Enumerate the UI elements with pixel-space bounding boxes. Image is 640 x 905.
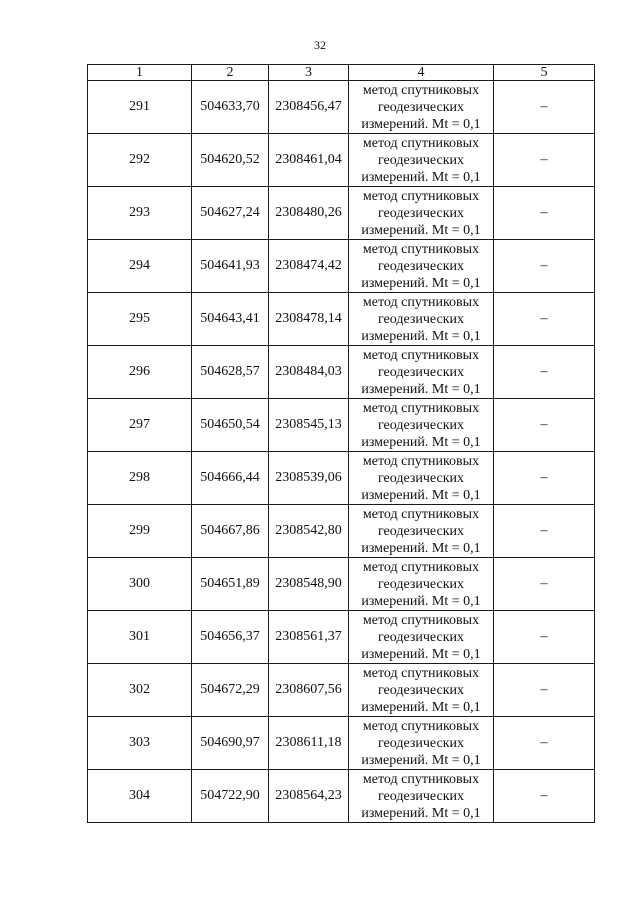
note-cell: – (494, 611, 595, 664)
column-header-3: 3 (269, 65, 349, 81)
table-row (88, 187, 595, 240)
y-coordinate-cell: 2308480,26 (269, 187, 349, 240)
method-text-line: измерений. Mt = 0,1 (361, 805, 481, 821)
note-cell: – (494, 717, 595, 770)
x-coordinate-cell: 504628,57 (192, 346, 269, 399)
method-text-line: метод спутниковых (362, 82, 480, 98)
method-cell (349, 346, 494, 399)
method-text-line: геодезических (377, 417, 464, 433)
point-number-cell: 296 (88, 346, 192, 399)
method-text-line: геодезических (377, 523, 464, 539)
method-text-line: геодезических (377, 470, 464, 486)
x-coordinate-cell: 504722,90 (192, 770, 269, 823)
table-row (88, 558, 595, 611)
point-number-cell: 293 (88, 187, 192, 240)
table-row (88, 717, 595, 770)
point-number-cell: 297 (88, 399, 192, 452)
table-row (88, 664, 595, 717)
note-cell: – (494, 399, 595, 452)
method-text-line: метод спутниковых (362, 506, 480, 522)
x-coordinate-cell: 504651,89 (192, 558, 269, 611)
method-cell (349, 664, 494, 717)
point-number-cell: 294 (88, 240, 192, 293)
y-coordinate-cell: 2308484,03 (269, 346, 349, 399)
method-text-line: геодезических (377, 629, 464, 645)
note-cell: – (494, 81, 595, 134)
method-text-line: измерений. Mt = 0,1 (361, 222, 481, 238)
column-header-1: 1 (88, 65, 192, 81)
point-number-cell: 303 (88, 717, 192, 770)
method-text-line: геодезических (377, 788, 464, 804)
note-cell: – (494, 664, 595, 717)
method-text-line: геодезических (377, 735, 464, 751)
x-coordinate-cell: 504650,54 (192, 399, 269, 452)
table-row (88, 240, 595, 293)
table-row (88, 346, 595, 399)
point-number-cell: 295 (88, 293, 192, 346)
method-text-line: измерений. Mt = 0,1 (361, 116, 481, 132)
method-text-line: геодезических (377, 258, 464, 274)
page-number: 32 (314, 38, 326, 52)
method-text-line: метод спутниковых (362, 400, 480, 416)
method-text-line: метод спутниковых (362, 241, 480, 257)
note-cell: – (494, 558, 595, 611)
method-cell (349, 505, 494, 558)
note-cell: – (494, 240, 595, 293)
method-text-line: метод спутниковых (362, 294, 480, 310)
y-coordinate-cell: 2308561,37 (269, 611, 349, 664)
method-text-line: метод спутниковых (362, 665, 480, 681)
y-coordinate-cell: 2308539,06 (269, 452, 349, 505)
y-coordinate-cell: 2308542,80 (269, 505, 349, 558)
method-cell (349, 81, 494, 134)
method-cell (349, 134, 494, 187)
point-number-cell: 304 (88, 770, 192, 823)
method-text-line: измерений. Mt = 0,1 (361, 275, 481, 291)
table-row (88, 505, 595, 558)
method-text-line: измерений. Mt = 0,1 (361, 699, 481, 715)
note-cell: – (494, 346, 595, 399)
coordinates-table (87, 64, 595, 823)
table-row (88, 134, 595, 187)
note-cell: – (494, 770, 595, 823)
method-text-line: метод спутниковых (362, 347, 480, 363)
y-coordinate-cell: 2308548,90 (269, 558, 349, 611)
method-text-line: метод спутниковых (362, 559, 480, 575)
table-row (88, 81, 595, 134)
x-coordinate-cell: 504620,52 (192, 134, 269, 187)
method-text-line: геодезических (377, 99, 464, 115)
method-cell (349, 399, 494, 452)
method-text-line: метод спутниковых (362, 771, 480, 787)
y-coordinate-cell: 2308461,04 (269, 134, 349, 187)
column-header-2: 2 (192, 65, 269, 81)
note-cell: – (494, 187, 595, 240)
method-text-line: метод спутниковых (362, 612, 480, 628)
method-text-line: измерений. Mt = 0,1 (361, 381, 481, 397)
method-text-line: измерений. Mt = 0,1 (361, 169, 481, 185)
table-row (88, 452, 595, 505)
method-cell (349, 293, 494, 346)
method-text-line: измерений. Mt = 0,1 (361, 646, 481, 662)
point-number-cell: 291 (88, 81, 192, 134)
method-cell (349, 717, 494, 770)
table-row (88, 770, 595, 823)
method-text-line: геодезических (377, 682, 464, 698)
method-text-line: измерений. Mt = 0,1 (361, 434, 481, 450)
x-coordinate-cell: 504672,29 (192, 664, 269, 717)
method-text-line: геодезических (377, 205, 464, 221)
y-coordinate-cell: 2308545,13 (269, 399, 349, 452)
method-text-line: метод спутниковых (362, 135, 480, 151)
method-text-line: измерений. Mt = 0,1 (361, 487, 481, 503)
x-coordinate-cell: 504656,37 (192, 611, 269, 664)
method-text-line: геодезических (377, 311, 464, 327)
y-coordinate-cell: 2308564,23 (269, 770, 349, 823)
method-text-line: метод спутниковых (362, 453, 480, 469)
point-number-cell: 299 (88, 505, 192, 558)
y-coordinate-cell: 2308456,47 (269, 81, 349, 134)
method-cell (349, 558, 494, 611)
note-cell: – (494, 452, 595, 505)
table-row (88, 293, 595, 346)
y-coordinate-cell: 2308478,14 (269, 293, 349, 346)
x-coordinate-cell: 504690,97 (192, 717, 269, 770)
x-coordinate-cell: 504641,93 (192, 240, 269, 293)
note-cell: – (494, 505, 595, 558)
method-text-line: геодезических (377, 364, 464, 380)
method-cell (349, 452, 494, 505)
y-coordinate-cell: 2308607,56 (269, 664, 349, 717)
method-text-line: измерений. Mt = 0,1 (361, 752, 481, 768)
column-header-5: 5 (494, 65, 595, 81)
point-number-cell: 302 (88, 664, 192, 717)
table-row (88, 399, 595, 452)
method-cell (349, 187, 494, 240)
x-coordinate-cell: 504666,44 (192, 452, 269, 505)
column-header-4: 4 (349, 65, 494, 81)
x-coordinate-cell: 504633,70 (192, 81, 269, 134)
method-text-line: измерений. Mt = 0,1 (361, 540, 481, 556)
method-cell (349, 611, 494, 664)
table-row (88, 611, 595, 664)
method-text-line: измерений. Mt = 0,1 (361, 593, 481, 609)
y-coordinate-cell: 2308611,18 (269, 717, 349, 770)
table-header-row (88, 65, 595, 81)
method-text-line: метод спутниковых (362, 188, 480, 204)
point-number-cell: 301 (88, 611, 192, 664)
method-cell (349, 770, 494, 823)
x-coordinate-cell: 504667,86 (192, 505, 269, 558)
point-number-cell: 298 (88, 452, 192, 505)
x-coordinate-cell: 504643,41 (192, 293, 269, 346)
method-text-line: геодезических (377, 152, 464, 168)
note-cell: – (494, 293, 595, 346)
point-number-cell: 292 (88, 134, 192, 187)
y-coordinate-cell: 2308474,42 (269, 240, 349, 293)
method-text-line: геодезических (377, 576, 464, 592)
method-text-line: метод спутниковых (362, 718, 480, 734)
method-cell (349, 240, 494, 293)
point-number-cell: 300 (88, 558, 192, 611)
x-coordinate-cell: 504627,24 (192, 187, 269, 240)
note-cell: – (494, 134, 595, 187)
method-text-line: измерений. Mt = 0,1 (361, 328, 481, 344)
